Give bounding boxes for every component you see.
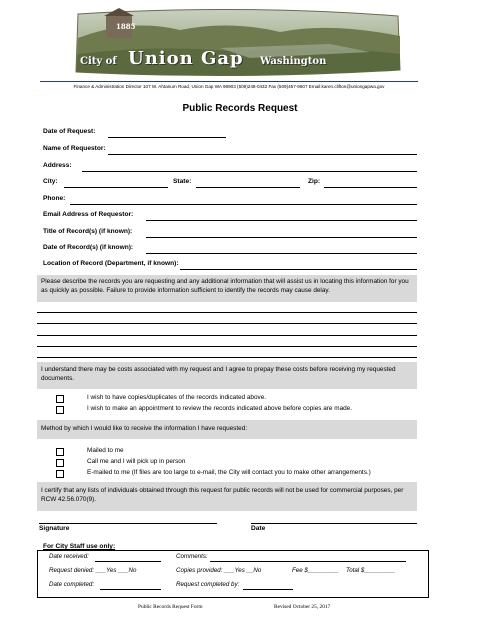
address-label: Address:	[43, 162, 72, 169]
description-line[interactable]	[37, 357, 417, 358]
staff-use-box	[37, 550, 429, 598]
date-of-request-field[interactable]	[108, 137, 226, 138]
costs-acknowledgement: I understand there may be costs associated with my request and I agree to prepay these costs before receiving my requested documents.	[37, 362, 417, 389]
date-received-label: Date received:	[49, 553, 89, 560]
signature-date-field[interactable]	[251, 523, 417, 524]
appointment-checkbox[interactable]	[56, 406, 64, 414]
logo-year: 1885	[116, 22, 136, 31]
name-of-requestor-label: Name of Requestor:	[43, 145, 106, 152]
page-title: Public Records Request	[182, 103, 298, 114]
state-label: State:	[173, 178, 192, 185]
contact-line: Finance & Administration Director 107 W. Ahtanum Road, Union Gap WA 98903 (509)248-0432 Fax (509)457-9607 Email:karen.clifton@uniongapwa.gov	[73, 84, 385, 89]
logo-city-name: Union Gap	[128, 48, 244, 69]
method-heading: Method by which I would like to receive the information I have requested:	[37, 420, 417, 439]
location-of-record-label: Location of Record (Department, if known):	[43, 260, 179, 267]
signature-date-label: Date	[251, 525, 266, 532]
city-logo	[70, 8, 406, 78]
logo-state: Washington	[260, 56, 327, 67]
zip-label: Zip:	[308, 178, 321, 185]
location-of-record-field[interactable]	[180, 269, 417, 270]
mail-option-label: Mailed to me	[87, 447, 124, 454]
email-label: Email Address of Requestor:	[43, 211, 134, 218]
name-of-requestor-field[interactable]	[108, 154, 417, 155]
certification-statement: I certify that any lists of individuals obtained through this request for public records will not be used for commercial purposes, per RCW 42.56.070(9).	[37, 482, 417, 511]
state-field[interactable]	[196, 187, 300, 188]
date-of-request-label: Date of Request:	[43, 128, 96, 135]
pickup-option-label: Call me and I will pick up in person	[87, 458, 186, 465]
date-of-records-label: Date of Record(s) (if known):	[43, 244, 134, 251]
city-label: City:	[43, 178, 58, 185]
logo-city-of: City of	[80, 56, 117, 67]
signature-label: Signature	[39, 525, 70, 532]
description-line[interactable]	[37, 312, 417, 313]
email-option-label: E-mailed to me (If files are too large to e-mail, the City will contact you to make other arrangements.)	[87, 469, 371, 476]
phone-field[interactable]	[70, 204, 417, 205]
title-of-records-label: Title of Record(s) (if known):	[43, 228, 133, 235]
pickup-checkbox[interactable]	[56, 459, 64, 467]
date-completed-field[interactable]	[100, 589, 161, 590]
completed-by-field[interactable]	[243, 589, 293, 590]
city-field[interactable]	[64, 187, 168, 188]
description-line[interactable]	[37, 335, 417, 336]
header-rule	[40, 81, 418, 82]
fee-field: Fee $_________	[292, 567, 339, 574]
description-line[interactable]	[37, 346, 417, 347]
copies-option-label: I wish to have copies/duplicates of the records indicated above.	[87, 394, 267, 401]
signature-field[interactable]	[39, 523, 217, 524]
completed-by-label: Request completed by:	[176, 581, 240, 588]
email-checkbox[interactable]	[56, 470, 64, 478]
describe-instructions: Please describe the records you are requesting and any additional information that will assist us in locating this information for you as quickly as possible. Failure to provide information sufficient to identify the records may cause delay.	[37, 275, 417, 302]
request-denied: Request denied: ___Yes ___No	[49, 567, 137, 574]
date-of-records-field[interactable]	[146, 253, 417, 254]
copies-checkbox[interactable]	[56, 395, 64, 403]
comments-field[interactable]	[210, 561, 406, 562]
zip-field[interactable]	[324, 187, 417, 188]
mail-checkbox[interactable]	[56, 448, 64, 456]
footer-form-name: Public Records Request Form	[138, 604, 203, 610]
footer-revised: Revised October 25, 2017	[274, 604, 331, 610]
title-of-records-field[interactable]	[146, 237, 417, 238]
description-line[interactable]	[37, 323, 417, 324]
comments-label: Comments:	[176, 553, 208, 560]
phone-label: Phone:	[43, 195, 66, 202]
date-completed-label: Date completed:	[49, 581, 95, 588]
staff-heading: For City Staff use only:	[43, 543, 116, 550]
email-field[interactable]	[146, 220, 417, 221]
address-field[interactable]	[82, 171, 417, 172]
copies-provided: Copies provided: ___Yes __No	[176, 567, 262, 574]
date-received-field[interactable]	[95, 561, 161, 562]
total-field: Total $_________	[346, 567, 396, 574]
appointment-option-label: I wish to make an appointment to review the records indicated above before copies are made.	[87, 405, 353, 412]
